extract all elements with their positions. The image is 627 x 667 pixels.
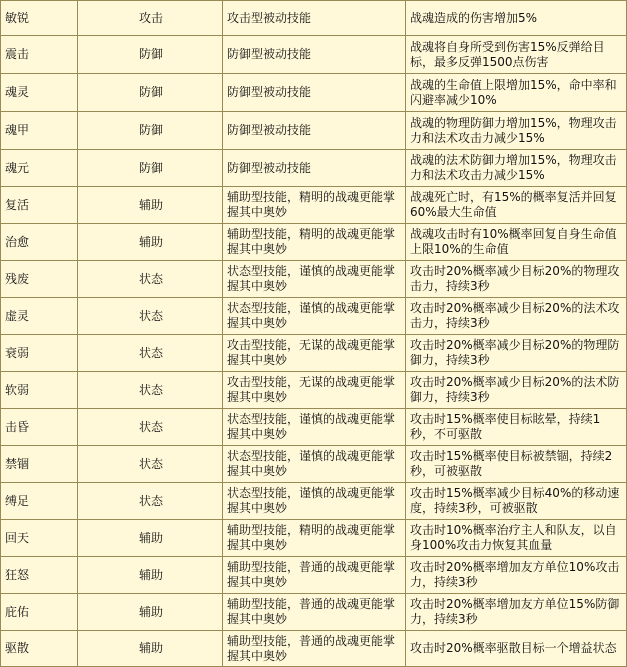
skill-source-cell: 状态型技能，谨慎的战魂更能掌握其中奥妙: [223, 446, 406, 483]
table-row: [1, 372, 627, 409]
skill-effect-cell: 攻击时20%概率增加友方单位15%防御力，持续3秒: [406, 594, 627, 631]
skill-source-cell: 防御型被动技能: [223, 112, 406, 150]
skill-source-cell: 状态型技能，谨慎的战魂更能掌握其中奥妙: [223, 483, 406, 520]
skill-name-cell: 驱散: [1, 631, 78, 667]
table-row: [1, 261, 627, 298]
skill-effect-cell: 战魂将自身所受到伤害15%反弹给目标，最多反弹1500点伤害: [406, 36, 627, 74]
table-row: [1, 36, 627, 74]
skill-name-cell: 魂元: [1, 150, 78, 187]
skill-source-cell: 辅助型技能，精明的战魂更能掌握其中奥妙: [223, 520, 406, 557]
skill-name-cell: 魂甲: [1, 112, 78, 150]
skill-effect-cell: 攻击时20%概率增加友方单位10%攻击力，持续3秒: [406, 557, 627, 594]
skill-name-cell: 回天: [1, 520, 78, 557]
skill-type-cell: 辅助: [78, 594, 223, 631]
skill-effect-cell: 战魂攻击时有10%概率回复自身生命值上限10%的生命值: [406, 224, 627, 261]
skill-source-cell: 辅助型技能，精明的战魂更能掌握其中奥妙: [223, 224, 406, 261]
table-row: [1, 112, 627, 150]
table-row: [1, 187, 627, 224]
skill-source-cell: 状态型技能，谨慎的战魂更能掌握其中奥妙: [223, 261, 406, 298]
skill-effect-cell: 战魂造成的伤害增加5%: [406, 1, 627, 36]
skill-name-cell: 软弱: [1, 372, 78, 409]
table-row: [1, 224, 627, 261]
skill-source-cell: 状态型技能，谨慎的战魂更能掌握其中奥妙: [223, 409, 406, 446]
skill-name-cell: 庇佑: [1, 594, 78, 631]
skill-name-cell: 治愈: [1, 224, 78, 261]
skill-effect-cell: 攻击时20%概率减少目标20%的法术防御力，持续3秒: [406, 372, 627, 409]
skill-name-cell: 震击: [1, 36, 78, 74]
skill-effect-cell: 战魂的生命值上限增加15%，命中率和闪避率减少10%: [406, 74, 627, 112]
table-row: [1, 594, 627, 631]
skill-type-cell: 防御: [78, 74, 223, 112]
skill-name-cell: 衰弱: [1, 335, 78, 372]
table-row: [1, 483, 627, 520]
skill-source-cell: 攻击型技能，无谋的战魂更能掌握其中奥妙: [223, 335, 406, 372]
skill-type-cell: 辅助: [78, 631, 223, 667]
table-row: [1, 631, 627, 667]
skill-type-cell: 攻击: [78, 1, 223, 36]
skill-type-cell: 状态: [78, 409, 223, 446]
skill-name-cell: 缚足: [1, 483, 78, 520]
table-row: [1, 298, 627, 335]
skill-source-cell: 攻击型技能，无谋的战魂更能掌握其中奥妙: [223, 372, 406, 409]
skill-type-cell: 状态: [78, 483, 223, 520]
skill-name-cell: 狂怒: [1, 557, 78, 594]
skill-effect-cell: 战魂的法术防御力增加15%，物理攻击力和法术攻击力减少15%: [406, 150, 627, 187]
skill-source-cell: 防御型被动技能: [223, 36, 406, 74]
skill-source-cell: 攻击型被动技能: [223, 1, 406, 36]
skill-name-cell: 敏锐: [1, 1, 78, 36]
skill-source-cell: 辅助型技能，普通的战魂更能掌握其中奥妙: [223, 631, 406, 667]
skill-type-cell: 状态: [78, 446, 223, 483]
skill-effect-cell: 攻击时15%概率使目标眩晕，持续1秒，不可驱散: [406, 409, 627, 446]
skill-effect-cell: 攻击时15%概率使目标被禁锢，持续2秒，可被驱散: [406, 446, 627, 483]
skill-type-cell: 辅助: [78, 520, 223, 557]
table-row: [1, 520, 627, 557]
skill-source-cell: 状态型技能，谨慎的战魂更能掌握其中奥妙: [223, 298, 406, 335]
table-row: [1, 74, 627, 112]
skill-type-cell: 防御: [78, 36, 223, 74]
table-row: [1, 1, 627, 36]
skill-effect-cell: 战魂死亡时，有15%的概率复活并回复60%最大生命值: [406, 187, 627, 224]
skill-effect-cell: 攻击时20%概率减少目标20%的物理攻击力，持续3秒: [406, 261, 627, 298]
skill-name-cell: 禁锢: [1, 446, 78, 483]
skill-type-cell: 防御: [78, 112, 223, 150]
skill-effect-cell: 攻击时20%概率驱散目标一个增益状态: [406, 631, 627, 667]
skill-effect-cell: 攻击时20%概率减少目标20%的法术攻击力，持续3秒: [406, 298, 627, 335]
skill-type-cell: 状态: [78, 335, 223, 372]
skill-effect-cell: 攻击时15%概率减少目标40%的移动速度，持续3秒，可被驱散: [406, 483, 627, 520]
skill-effect-cell: 战魂的物理防御力增加15%，物理攻击力和法术攻击力减少15%: [406, 112, 627, 150]
skill-source-cell: 防御型被动技能: [223, 150, 406, 187]
skill-type-cell: 状态: [78, 372, 223, 409]
skill-source-cell: 辅助型技能，普通的战魂更能掌握其中奥妙: [223, 557, 406, 594]
skill-type-cell: 辅助: [78, 187, 223, 224]
table-row: [1, 150, 627, 187]
skill-table-body: [1, 1, 627, 667]
table-row: [1, 335, 627, 372]
skill-type-cell: 状态: [78, 261, 223, 298]
skill-type-cell: 状态: [78, 298, 223, 335]
skill-type-cell: 辅助: [78, 224, 223, 261]
skill-effect-cell: 攻击时10%概率治疗主人和队友，以自身100%攻击力恢复其血量: [406, 520, 627, 557]
table-row: [1, 409, 627, 446]
skill-name-cell: 魂灵: [1, 74, 78, 112]
skill-source-cell: 辅助型技能，普通的战魂更能掌握其中奥妙: [223, 594, 406, 631]
skill-name-cell: 复活: [1, 187, 78, 224]
skill-source-cell: 防御型被动技能: [223, 74, 406, 112]
skill-effect-cell: 攻击时20%概率减少目标20%的物理防御力，持续3秒: [406, 335, 627, 372]
table-row: [1, 446, 627, 483]
skill-name-cell: 虚灵: [1, 298, 78, 335]
skill-source-cell: 辅助型技能，精明的战魂更能掌握其中奥妙: [223, 187, 406, 224]
skill-name-cell: 残废: [1, 261, 78, 298]
skill-type-cell: 辅助: [78, 557, 223, 594]
skill-name-cell: 击昏: [1, 409, 78, 446]
skill-type-cell: 防御: [78, 150, 223, 187]
table-row: [1, 557, 627, 594]
